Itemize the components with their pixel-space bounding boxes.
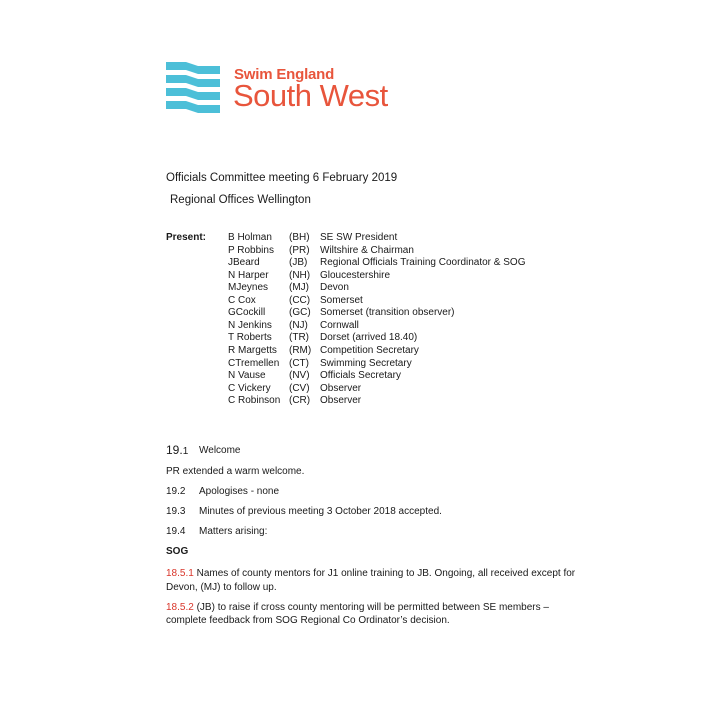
attendee-role: Observer [320,382,362,394]
attendee-name: N Jenkins [228,319,272,331]
item-18-5-1-line2: Devon, (MJ) to follow up. [166,582,277,593]
item-18-5-1-line1 [166,568,575,580]
attendee-name: C Robinson [228,395,281,407]
attendee-row [0,282,720,295]
item-19-2-text: Apologises - none [199,486,280,497]
attendee-row [0,320,720,333]
attendee-initials: (NJ) [289,319,308,331]
swim-england-wave-icon [164,60,224,116]
attendee-initials: (CC) [289,294,311,306]
swim-england-south-west-logo [164,60,404,116]
attendee-name: MJeynes [228,282,269,294]
attendee-name: T Roberts [228,332,272,344]
attendee-name: B Holman [228,232,272,243]
attendee-row [0,383,720,396]
attendee-name: N Harper [228,269,269,281]
attendee-initials: (TR) [289,332,309,344]
attendee-name: C Vickery [228,382,271,394]
item-19-1 [166,444,188,458]
attendee-row [0,232,720,245]
attendee-row [0,245,720,258]
attendee-initials: (GC) [289,307,311,319]
item-19-2-number: 19.2 [166,486,186,497]
attendee-row [0,257,720,270]
attendee-role: Cornwall [320,319,359,331]
brand-title: South West [233,78,388,113]
attendee-row [0,270,720,283]
present-label: Present: [166,232,207,243]
attendee-initials: (MJ) [289,282,309,294]
attendee-name: N Vause [228,370,266,382]
attendee-name: R Margetts [228,344,277,356]
attendee-initials: (NH) [289,269,311,281]
attendee-role: Observer [320,395,362,407]
attendee-initials: (RM) [289,344,312,356]
item-18-5-2-line1 [166,602,549,614]
attendee-role: Somerset [320,294,363,306]
meeting-venue: Regional Offices Wellington [170,194,311,206]
attendee-row [0,370,720,383]
attendee-initials: (NV) [289,370,310,382]
item-18-5-2-line2: complete feedback from SOG Regional Co Ordinator’s decision. [166,615,450,626]
item-19-1-text: Welcome [199,445,241,456]
attendee-name: JBeard [228,257,260,269]
attendee-name: C Cox [228,294,256,306]
attendee-row [0,395,720,408]
attendee-role: Dorset (arrived 18.40) [320,332,418,344]
attendee-role: Gloucestershire [320,269,391,281]
item-18-5-1-number: 18.5.1 [166,568,194,579]
item-19-3-number: 19.3 [166,506,186,517]
section-heading-sog: SOG [166,546,189,557]
attendee-initials: (BH) [289,232,310,243]
attendee-initials: (CV) [289,382,310,394]
item-18-5-2-number: 18.5.2 [166,602,194,613]
attendee-role: SE SW President [320,232,398,243]
attendee-role: Swimming Secretary [320,357,412,369]
attendee-role: Somerset (transition observer) [320,307,455,319]
item-19-4-number: 19.4 [166,526,186,537]
item-18-5-1-text: Names of county mentors for J1 online training to JB. Ongoing, all received except for [193,568,576,579]
attendee-name: CTremellen [228,357,280,369]
attendee-role: Officials Secretary [320,370,401,382]
attendee-role: Devon [320,282,349,294]
meeting-title: Officials Committee meeting 6 February 2019 [166,172,398,184]
item-19-3-text: Minutes of previous meeting 3 October 2018 accepted. [199,506,442,517]
attendee-name: P Robbins [228,244,274,256]
item-19-4-text: Matters arising: [199,526,268,537]
attendee-row [0,307,720,320]
attendee-initials: (CT) [289,357,309,369]
item-18-5-2-text: (JB) to raise if cross county mentoring will be permitted between SE members – [193,602,549,613]
item-number-sub: 1 [182,446,189,457]
brand-subtitle: Swim England [234,66,335,83]
attendee-row [0,345,720,358]
welcome-text: PR extended a warm welcome. [166,466,305,477]
attendee-initials: (JB) [289,257,308,269]
item-number-main: 19. [166,443,183,457]
attendee-row [0,332,720,345]
attendee-role: Competition Secretary [320,344,419,356]
attendee-name: GCockill [228,307,266,319]
attendee-initials: (PR) [289,244,310,256]
attendee-initials: (CR) [289,395,311,407]
attendee-row [0,358,720,371]
attendee-row [0,295,720,308]
attendee-role: Wiltshire & Chairman [320,244,414,256]
attendee-role: Regional Officials Training Coordinator & SOG [320,257,526,269]
